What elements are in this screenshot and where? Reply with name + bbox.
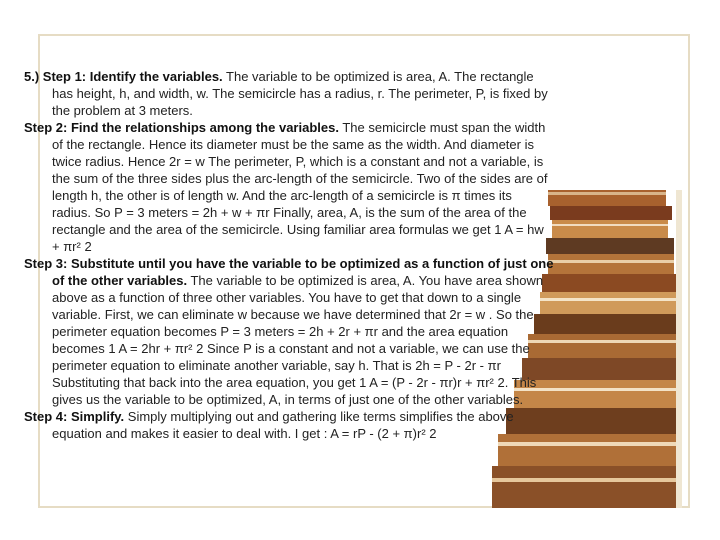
step-4	[24, 408, 554, 442]
step-1-heading: 5.) Step 1: Identify the variables.	[24, 69, 223, 84]
step-3-heading: Step 3: Substitute until you have the variable to be optimized as a function of just one of the other variables.	[24, 256, 554, 288]
step-2-heading: Step 2: Find the relationships among the variables.	[24, 120, 339, 135]
step-4-heading: Step 4: Simplify.	[24, 409, 125, 424]
step-2-body: The semicircle must span the width of the rectangle. Hence its diameter must be the same as the width. And diameter is twice radius. Hence 2r = w The perimeter, P, which is a constant and not a variable, is the sum of the three sides plus the arc-length of the semicircle. Two of the sides are of length h, the other is of length w. And the arc-length of a semicircle is π times its radius. So P = 3 meters = 2h + w + πr Finally, area, A, is the sum of the area of the rectangle and the area of the semicircle. Using familiar area formulas we get 1 A = hw + πr² 2	[52, 120, 548, 254]
step-1	[24, 68, 554, 119]
step-2	[24, 119, 554, 255]
step-3	[24, 255, 554, 408]
step-3-body: The variable to be optimized is area, A. You have area shown above as a function of three other variables. You have to get that down to a single variable. First, we can eliminate w because we have determined that 2r = w . So the perimeter equation becomes P = 3 meters = 2h + 2r + πr and the area equation becomes 1 A = 2hr + πr² 2 Since P is a constant and not a variable, we can use the perimeter equation to eliminate another variable, say h. That is 2h = P - 2r - πr Substituting that back into the area equation, you get 1 A = (P - 2r - πr)r + πr² 2. This gives us the variable to be optimized, A, in terms of just one of the other variables.	[52, 273, 544, 407]
step-4-body: Simply multiplying out and gathering like terms simplifies the above equation and makes it easier to deal with. I get : A = rP - (2 + π)r² 2	[52, 409, 514, 441]
slide-text	[24, 68, 554, 442]
step-1-body: The variable to be optimized is area, A. The rectangle has height, h, and width, w. The semicircle has a radius, r. The perimeter, P, is fixed by the problem at 3 meters.	[52, 69, 548, 118]
